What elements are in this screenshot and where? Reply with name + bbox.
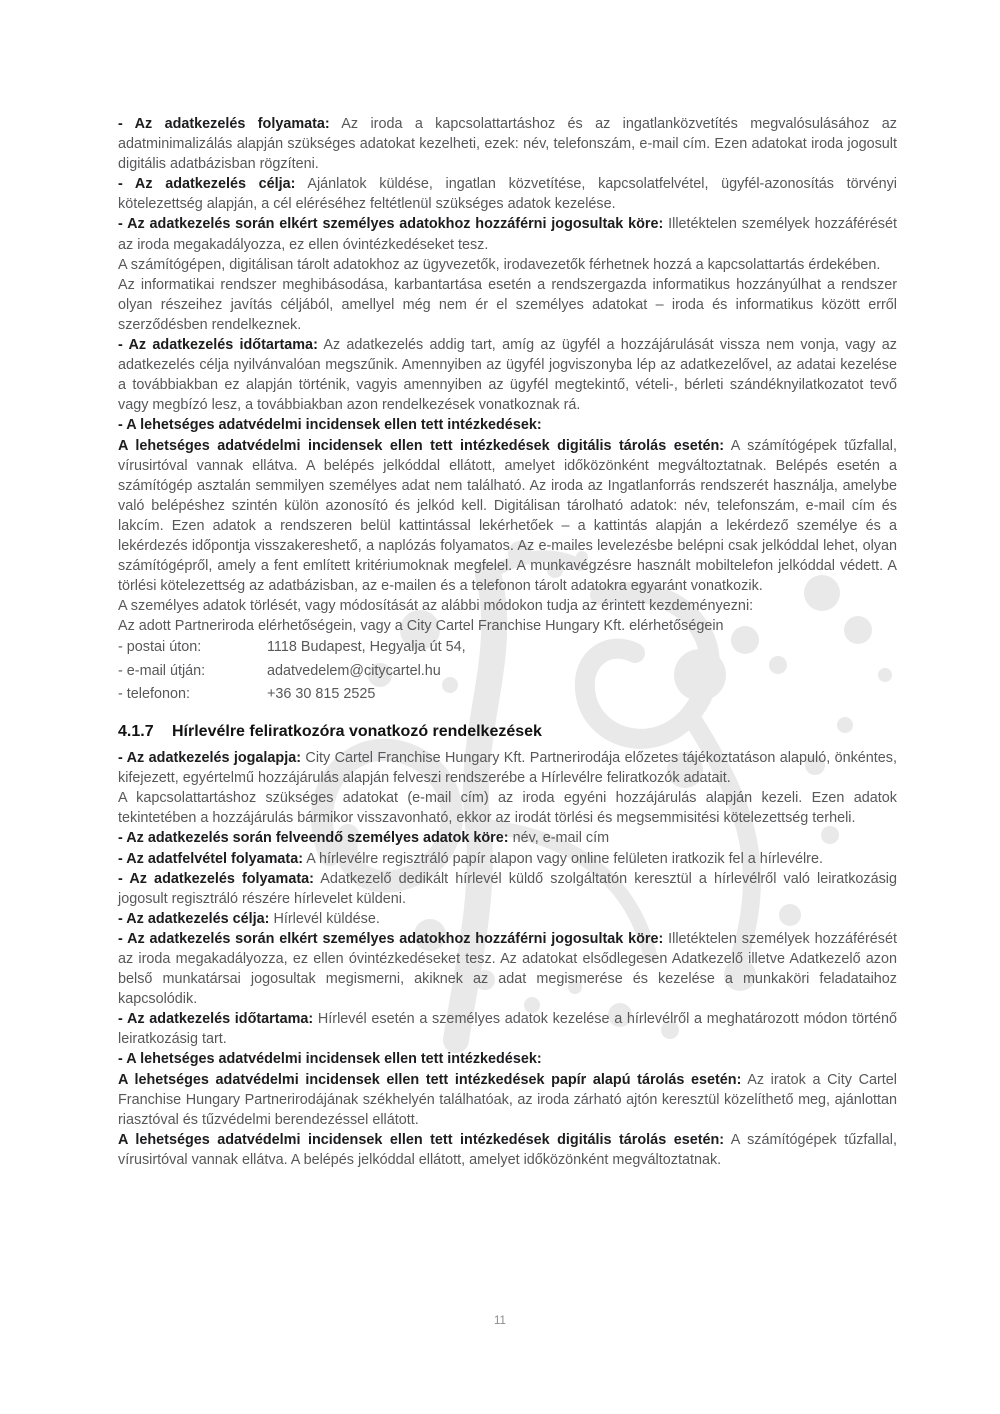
paragraph-lead-bold: A lehetséges adatvédelmi incidensek ellen tett intézkedések digitális tárolás esetén: [118, 437, 725, 454]
contact-list [118, 636, 897, 706]
paragraph-bold-line [118, 1049, 897, 1069]
section-number: 4.1.7 [118, 723, 154, 741]
paragraph-lead-bold: - Az adatkezelés folyamata: [118, 116, 330, 132]
paragraph-lead-bold: - Az adatkezelés során felveendő személyes adatok köre: [118, 830, 509, 847]
paragraph-lead-bold: - A lehetséges adatvédelmi incidensek ellen tett intézkedések: [118, 1051, 542, 1068]
paragraph-lead-bold: - Az adatkezelés célja: [118, 176, 296, 193]
paragraph [118, 214, 897, 254]
contact-row-postal [118, 636, 897, 659]
paragraph-lead-bold: - Az adatkezelés időtartama: [118, 1011, 314, 1028]
paragraph-text: A személyes adatok törlését, vagy módosítását az alábbi módokon tudja az érintett kezdeményezni: [118, 598, 754, 615]
paragraph-lead-bold: - Az adatkezelés folyamata: [118, 870, 314, 887]
contact-value: 1118 Budapest, Hegyalja út 54, [267, 639, 466, 656]
paragraph [118, 929, 897, 1009]
paragraph [118, 748, 897, 788]
paragraph-lead-bold: - A lehetséges adatvédelmi incidensek ellen tett intézkedések: [118, 417, 542, 434]
paragraph-lead-bold: - Az adatkezelés során elkért személyes adatokhoz hozzáférni jogosultak köre: [118, 930, 664, 947]
contact-row-phone [118, 683, 897, 706]
paragraph-text: Az informatikai rendszer meghibásodása, karbantartása esetén a rendszergazda informatikus hozzányúlhat a rendszer olyan részeihez javítás céljából, amellyel még nem ér el személyes adatokat – iroda és informatikus között erről szerződésben rendelkeznek. [118, 276, 897, 333]
paragraph [118, 1070, 897, 1130]
paragraph-lead-bold: - Az adatkezelés célja: [118, 910, 270, 927]
paragraph-text: A számítógépek tűzfallal, vírusirtóval vannak ellátva. A belépés jelkóddal ellátott, amelyet időközönként megváltoztatnak. Belépés esetén a számítógép asztalán semmilyen személyes adat nem található. Az iroda az Ingatlanforrás rendszerét használja, amelybe való belépéshez szintén külön azonosító és jelkód kell. Digitálisan tárolható adatok: név, telefonszám, e-mail cím és lakcím. Ezen adatok a rendszeren belül kattintással lekérhetőek – a kattintás alapján a lekérdező személye és a lekérdezés időpontja visszakereshető, a naplózás folyamatos. Az e-mailes levelezésbe belépni csak jelkóddal lehet, olyan számítógépről, amely a fent említett kritériumoknak megfelel. A munkavégzésre használt mobiltelefon jelkóddal védett. A törlési kötelezettség az adatbázisban, az e-mailen és a telefonon tárolt adatokra egyaránt vonatkozik. [118, 437, 898, 595]
paragraph-lead-bold: A lehetséges adatvédelmi incidensek ellen tett intézkedések papír alapú tárolás esetén: [118, 1071, 742, 1088]
paragraph [118, 596, 897, 616]
page-number: 11 [494, 1315, 506, 1327]
paragraph [118, 849, 897, 869]
paragraph [118, 174, 897, 214]
paragraph-text: City Cartel Franchise Hungary Kft. Partnerirodája előzetes tájékoztatáson alapuló, önkéntes, kifejezett, egyértelmű hozzájárulás alapján felveszi rendszerébe a Hírlevélre feliratkozók adatait. [118, 750, 897, 787]
paragraph-text: név, e-mail cím [508, 830, 610, 847]
paragraph-text: Ajánlatok küldése, ingatlan közvetítése, kapcsolatfelvétel, ügyfél-azonosítás törvényi kötelezettség alapján, a cél eléréséhez feltétlenül szükséges adatok kezelése. [118, 176, 897, 213]
paragraph-text: A számítógépek tűzfallal, vírusirtóval vannak ellátva. A belépés jelkóddal ellátott, amelyet időközönként megváltoztatnak. [118, 1131, 898, 1168]
paragraph-text: A kapcsolattartáshoz szükséges adatokat (e-mail cím) az iroda egyéni hozzájárulás alapján kezeli. Ezen adatok tekintetében a hozzájárulás bármikor visszavonható, ekkor az irodát törlési és megsemmisitési kötelezettség terheli. [118, 790, 897, 827]
paragraph-lead-bold: - Az adatkezelés időtartama: [118, 337, 318, 354]
section-heading-4-1-7 [118, 722, 897, 742]
paragraph [118, 1130, 897, 1170]
paragraph [118, 1009, 897, 1049]
document-body [118, 114, 897, 1170]
paragraph-text: Az adott Partneriroda elérhetőségein, vagy a City Cartel Franchise Hungary Kft. elérhetőségein [118, 618, 724, 635]
paragraph-lead-bold: - Az adatkezelés során elkért személyes adatokhoz hozzáférni jogosultak köre: [118, 216, 664, 233]
contact-row-email [118, 660, 897, 683]
paragraph [118, 788, 897, 828]
contact-value: +36 30 815 2525 [267, 685, 376, 702]
contact-value: adatvedelem@citycartel.hu [267, 662, 441, 679]
paragraph-text: Hírlevél esetén a személyes adatok kezelése a hírlevélről a meghatározott módon történő leiratkozásig tart. [118, 1011, 897, 1048]
paragraph-text: Hírlevél küldése. [269, 910, 380, 927]
paragraph [118, 255, 897, 275]
paragraph-text: A számítógépen, digitálisan tárolt adatokhoz az ügyvezetők, irodavezetők férhetnek hozzá a kapcsolattartás érdekében. [118, 256, 881, 273]
contact-label: - postai úton: [118, 639, 202, 656]
paragraph [118, 909, 897, 929]
paragraph-text: Illetéktelen személyek hozzáférését az iroda megakadályozza, ez ellen óvintézkedéseket tesz. Az adatokat elsődlegesen Adatkezelő illetve Adatkezelő azon belső munkatársai jogosultak megismerni, akiknek az adat megismerése és kezelése a munkaköri feladataihoz kapcsolódik. [118, 930, 897, 1008]
paragraph-text: Illetéktelen személyek hozzáférését az iroda megakadályozza, ez ellen óvintézkedéseket tesz. [118, 216, 897, 253]
paragraph-lead-bold: - Az adatfelvétel folyamata: [118, 850, 303, 867]
paragraph-bold-line [118, 415, 897, 435]
section-title: Hírlevélre feliratkozóra vonatkozó rendelkezések [172, 723, 542, 741]
paragraph [118, 275, 897, 335]
paragraph [118, 114, 897, 174]
paragraph-text: Az iratok a City Cartel Franchise Hungary Partnerirodájának székhelyén találhatóak, az iroda zárható ajtón keresztül közelíthető meg, ajánlottan riasztóval és tűzvédelmi berendezéssel ellátott. [118, 1071, 897, 1128]
paragraph [118, 335, 897, 415]
paragraph [118, 869, 897, 909]
paragraph [118, 828, 897, 848]
paragraph-lead-bold: A lehetséges adatvédelmi incidensek ellen tett intézkedések digitális tárolás esetén: [118, 1131, 725, 1148]
paragraph-text: Adatkezelő dedikált hírlevél küldő szolgáltatón keresztül a hírlevélről való leiratkozásig jogosult regisztráló részére hírlevelet küldeni. [118, 870, 897, 907]
contact-label: - e-mail útján: [118, 662, 206, 679]
paragraph [118, 436, 897, 597]
contact-label: - telefonon: [118, 685, 191, 702]
paragraph-text: Az adatkezelés addig tart, amíg az ügyfél a hozzájárulását vissza nem vonja, vagy az adatkezelés célja nyilvánvalóan megszűnik. Amennyiben az ügyfél jogviszonyba lép az adatkezelővel, az adatai kezelése a továbbiakban ez alapján történik, vagyis amennyiben az ügyfél megtekintő, vételi-, bérleti szándéknyilatkozatot tevő vagy megbízó lesz, a továbbiakban azon rendelkezések vonatkoznak rá. [118, 337, 897, 414]
paragraph [118, 616, 897, 636]
paragraph-lead-bold: - Az adatkezelés jogalapja: [118, 750, 302, 767]
paragraph-text: Az iroda a kapcsolattartáshoz és az ingatlanközvetítés megvalósulásához az adatminimalizálás alapján szükséges adatokat kezelheti, ezek: név, telefonszám, e-mail cím. Ezen adatokat iroda jogosult digitális adatbázisban rögzíteni. [118, 116, 897, 173]
paragraph-text: A hírlevélre regisztráló papír alapon vagy online felületen iratkozik fel a hírlevélre. [303, 850, 823, 867]
